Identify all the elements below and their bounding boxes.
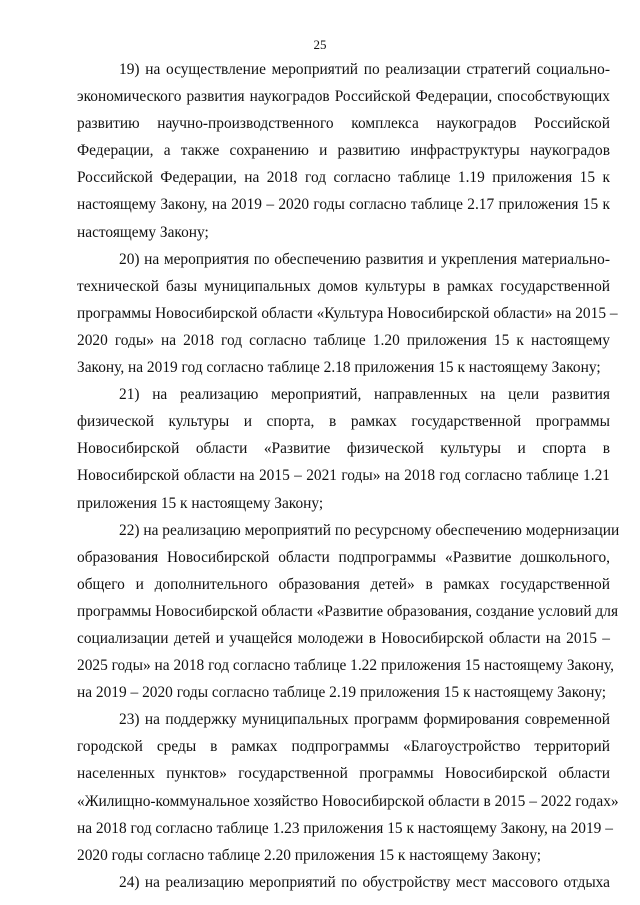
paragraph-line: «Жилищно-коммунальное хозяйство Новосибирской области в 2015 – 2022 годах»: [77, 792, 619, 810]
paragraph-line: на 2019 – 2020 годы согласно таблице 2.19 приложения 15 к настоящему Закону;: [77, 684, 607, 702]
paragraph-line: Новосибирской области «Развитие физической культуры и спорта в: [77, 440, 610, 458]
list-item-paragraph: [77, 381, 610, 516]
paragraph-line: населенных пунктов» государственной программы Новосибирской области: [77, 765, 610, 783]
paragraph-line: физической культуры и спорта, в рамках государственной программы: [77, 413, 610, 431]
paragraph-line: программы Новосибирской области «Развитие образования, создание условий для: [77, 602, 619, 620]
paragraph-line: настоящему Закону;: [77, 223, 209, 241]
paragraph-line: 21) на реализацию мероприятий, направленных на цели развития: [119, 386, 610, 404]
paragraph-line: Российской Федерации, на 2018 год согласно таблице 1.19 приложения 15 к: [77, 169, 610, 187]
paragraph-line: 20) на мероприятия по обеспечению развития и укрепления материально-: [119, 250, 610, 268]
paragraph-line: на 2018 год согласно таблице 1.23 приложения 15 к настоящему Закону, на 2019 –: [77, 819, 613, 837]
paragraph-line: Закону, на 2019 год согласно таблице 2.18 приложения 15 к настоящему Закону;: [77, 359, 601, 377]
paragraph-line: образования Новосибирской области подпрограммы «Развитие дошкольного,: [77, 548, 610, 566]
paragraph-line: Новосибирской области на 2015 – 2021 годы» на 2018 год согласно таблице 1.21: [77, 467, 610, 485]
document-body: [77, 56, 620, 896]
paragraph-line: настоящему Закону, на 2019 – 2020 годы согласно таблице 2.17 приложения 15 к: [77, 196, 610, 214]
page-number: 25: [313, 37, 327, 52]
paragraph-line: 2020 годы» на 2018 год согласно таблице 1.20 приложения 15 к настоящему: [77, 331, 610, 349]
list-item-paragraph: [77, 56, 610, 246]
paragraph-line: 24) на реализацию мероприятий по обустройству мест массового отдыха: [119, 873, 610, 891]
list-item-paragraph: [77, 246, 618, 381]
paragraph-line: 2025 годы» на 2018 год согласно таблице 1.22 приложения 15 настоящему Закону,: [77, 657, 615, 675]
paragraph-line: городской среды в рамках подпрограммы «Благоустройство территорий: [77, 738, 610, 756]
paragraph-line: Федерации, а также сохранению и развитию инфраструктуры наукоградов: [77, 142, 610, 160]
paragraph-line: 22) на реализацию мероприятий по ресурсному обеспечению модернизации: [119, 521, 620, 539]
paragraph-line: 2020 годы согласно таблице 2.20 приложения 15 к настоящему Закону;: [77, 846, 542, 864]
paragraph-line: приложения 15 к настоящему Закону;: [77, 494, 324, 512]
paragraph-line: технической базы муниципальных домов культуры в рамках государственной: [77, 277, 610, 295]
paragraph-line: общего и дополнительного образования детей» в рамках государственной: [77, 575, 610, 593]
paragraph-line: программы Новосибирской области «Культура Новосибирской области» на 2015 –: [77, 304, 618, 322]
paragraph-line: 19) на осуществление мероприятий по реализации стратегий социально-: [119, 61, 610, 78]
paragraph-line: экономического развития наукоградов Российской Федерации, способствующих: [77, 88, 610, 106]
paragraph-line: развитию научно-производственного комплекса наукоградов Российской: [77, 115, 610, 133]
paragraph-line: социализации детей и учащейся молодежи в Новосибирской области на 2015 –: [77, 629, 610, 647]
paragraph-line: 23) на поддержку муниципальных программ формирования современной: [119, 711, 610, 729]
list-item-paragraph: [77, 517, 620, 707]
list-item-paragraph: [77, 706, 619, 869]
list-item-paragraph: [77, 869, 610, 896]
